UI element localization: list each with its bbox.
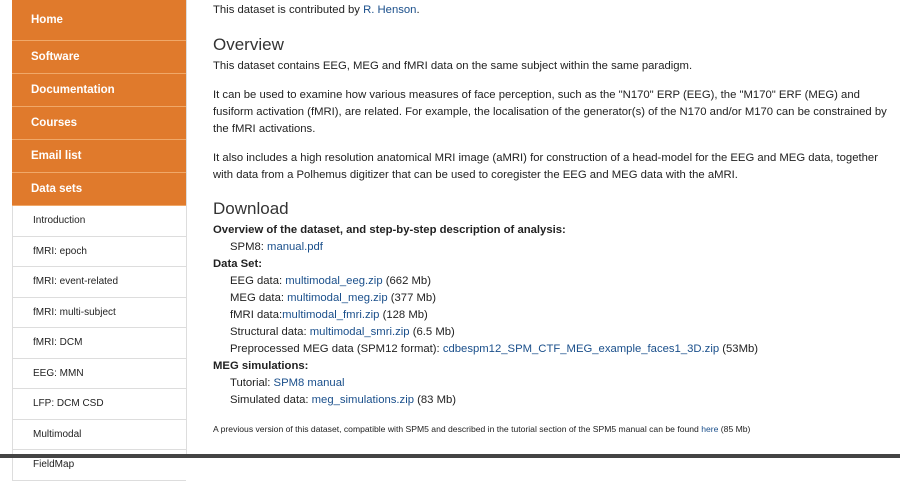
spm8-label: SPM8: xyxy=(230,241,268,253)
file-size: (377 Mb) xyxy=(387,292,436,304)
spm8-manual-link[interactable]: SPM8 manual xyxy=(273,377,345,389)
file-row xyxy=(213,324,893,341)
overview-p3-line-2: with data from a Polhemus digitizer that can be used to coregister the EEG and MEG data with the aMRI. xyxy=(213,169,738,181)
overview-paragraph-2 xyxy=(213,87,893,138)
overview-p2-line-1: It can be used to examine how various measures of face perception, such as the "N170" ERP (EEG), the "M170" ERF (MEG) and xyxy=(213,89,860,101)
nav-home[interactable]: Home xyxy=(12,0,186,41)
nav-fmri-multi-subject[interactable]: fMRI: multi-subject xyxy=(12,298,186,329)
file-row xyxy=(213,273,893,290)
meg-simulations-title: MEG simulations: xyxy=(213,360,309,372)
simulated-data-size: (83 Mb) xyxy=(414,394,457,406)
previous-version-link[interactable]: here xyxy=(701,424,719,434)
file-size: (6.5 Mb) xyxy=(409,326,455,338)
main-content xyxy=(213,0,893,438)
preprocessed-meg-zip-link[interactable]: cdbespm12_SPM_CTF_MEG_example_faces1_3D.zip xyxy=(442,343,720,355)
sidebar-nav xyxy=(12,0,187,471)
simulated-data-label: Simulated data: xyxy=(230,394,312,406)
tutorial-label: Tutorial: xyxy=(230,377,274,389)
previous-version-text: A previous version of this dataset, compatible with SPM5 and described in the tutorial section of the SPM5 manual can be found xyxy=(213,424,702,434)
file-row xyxy=(213,290,893,307)
analysis-overview-title: Overview of the dataset, and step-by-step description of analysis: xyxy=(213,224,566,236)
data-set-title: Data Set: xyxy=(213,258,262,270)
previous-version-note xyxy=(213,421,893,438)
file-size: (662 Mb) xyxy=(382,275,431,287)
overview-p3-line-1: It also includes a high resolution anatomical MRI image (aMRI) for construction of a head-model for the EEG and MEG data, together xyxy=(213,152,878,164)
author-link[interactable]: R. Henson xyxy=(363,4,417,16)
previous-version-size: (85 Mb) xyxy=(718,424,751,434)
nav-email-list[interactable]: Email list xyxy=(12,140,186,173)
overview-paragraph-1: This dataset contains EEG, MEG and fMRI data on the same subject within the same paradigm. xyxy=(213,60,693,72)
download-heading: Download xyxy=(213,199,289,218)
smri-zip-link[interactable]: multimodal_smri.zip xyxy=(309,326,410,338)
contributor-line xyxy=(213,2,893,19)
manual-pdf-link[interactable]: manual.pdf xyxy=(267,241,323,253)
nav-courses[interactable]: Courses xyxy=(12,107,186,140)
nav-data-sets[interactable]: Data sets xyxy=(12,173,186,206)
overview-p2-line-3: the fMRI activations. xyxy=(213,123,316,135)
file-size: (128 Mb) xyxy=(379,309,428,321)
file-label: Structural data: xyxy=(230,326,310,338)
nav-multimodal[interactable]: Multimodal xyxy=(12,420,186,451)
nav-eeg-mmn[interactable]: EEG: MMN xyxy=(12,359,186,390)
nav-fmri-dcm[interactable]: fMRI: DCM xyxy=(12,328,186,359)
file-row xyxy=(213,341,893,358)
simulated-data-row xyxy=(213,392,893,409)
nav-software[interactable]: Software xyxy=(12,41,186,74)
overview-heading: Overview xyxy=(213,35,284,54)
nav-fieldmap[interactable]: FieldMap xyxy=(12,450,186,481)
contributor-prefix: This dataset is contributed by xyxy=(213,4,364,16)
file-label: MEG data: xyxy=(230,292,288,304)
file-size: (53Mb) xyxy=(719,343,759,355)
file-row xyxy=(213,307,893,324)
meg-zip-link[interactable]: multimodal_meg.zip xyxy=(287,292,388,304)
nav-introduction[interactable]: Introduction xyxy=(12,206,186,237)
file-label: EEG data: xyxy=(230,275,286,287)
file-label: Preprocessed MEG data (SPM12 format): xyxy=(230,343,443,355)
bottom-divider xyxy=(0,454,900,458)
tutorial-row xyxy=(213,375,893,392)
eeg-zip-link[interactable]: multimodal_eeg.zip xyxy=(285,275,383,287)
nav-fmri-event-related[interactable]: fMRI: event-related xyxy=(12,267,186,298)
nav-lfp-dcm-csd[interactable]: LFP: DCM CSD xyxy=(12,389,186,420)
nav-fmri-epoch[interactable]: fMRI: epoch xyxy=(12,237,186,268)
meg-simulations-zip-link[interactable]: meg_simulations.zip xyxy=(311,394,414,406)
fmri-zip-link[interactable]: multimodal_fmri.zip xyxy=(282,309,380,321)
spm8-manual-row xyxy=(213,239,893,256)
contributor-suffix: . xyxy=(416,4,420,16)
nav-documentation[interactable]: Documentation xyxy=(12,74,186,107)
overview-p2-line-2: fusiform activation (fMRI), are related. For example, the localisation of the generator(s) of the N170 and/or M170 can be constrained by xyxy=(213,106,887,118)
overview-paragraph-3 xyxy=(213,150,893,184)
file-label: fMRI data: xyxy=(230,309,283,321)
